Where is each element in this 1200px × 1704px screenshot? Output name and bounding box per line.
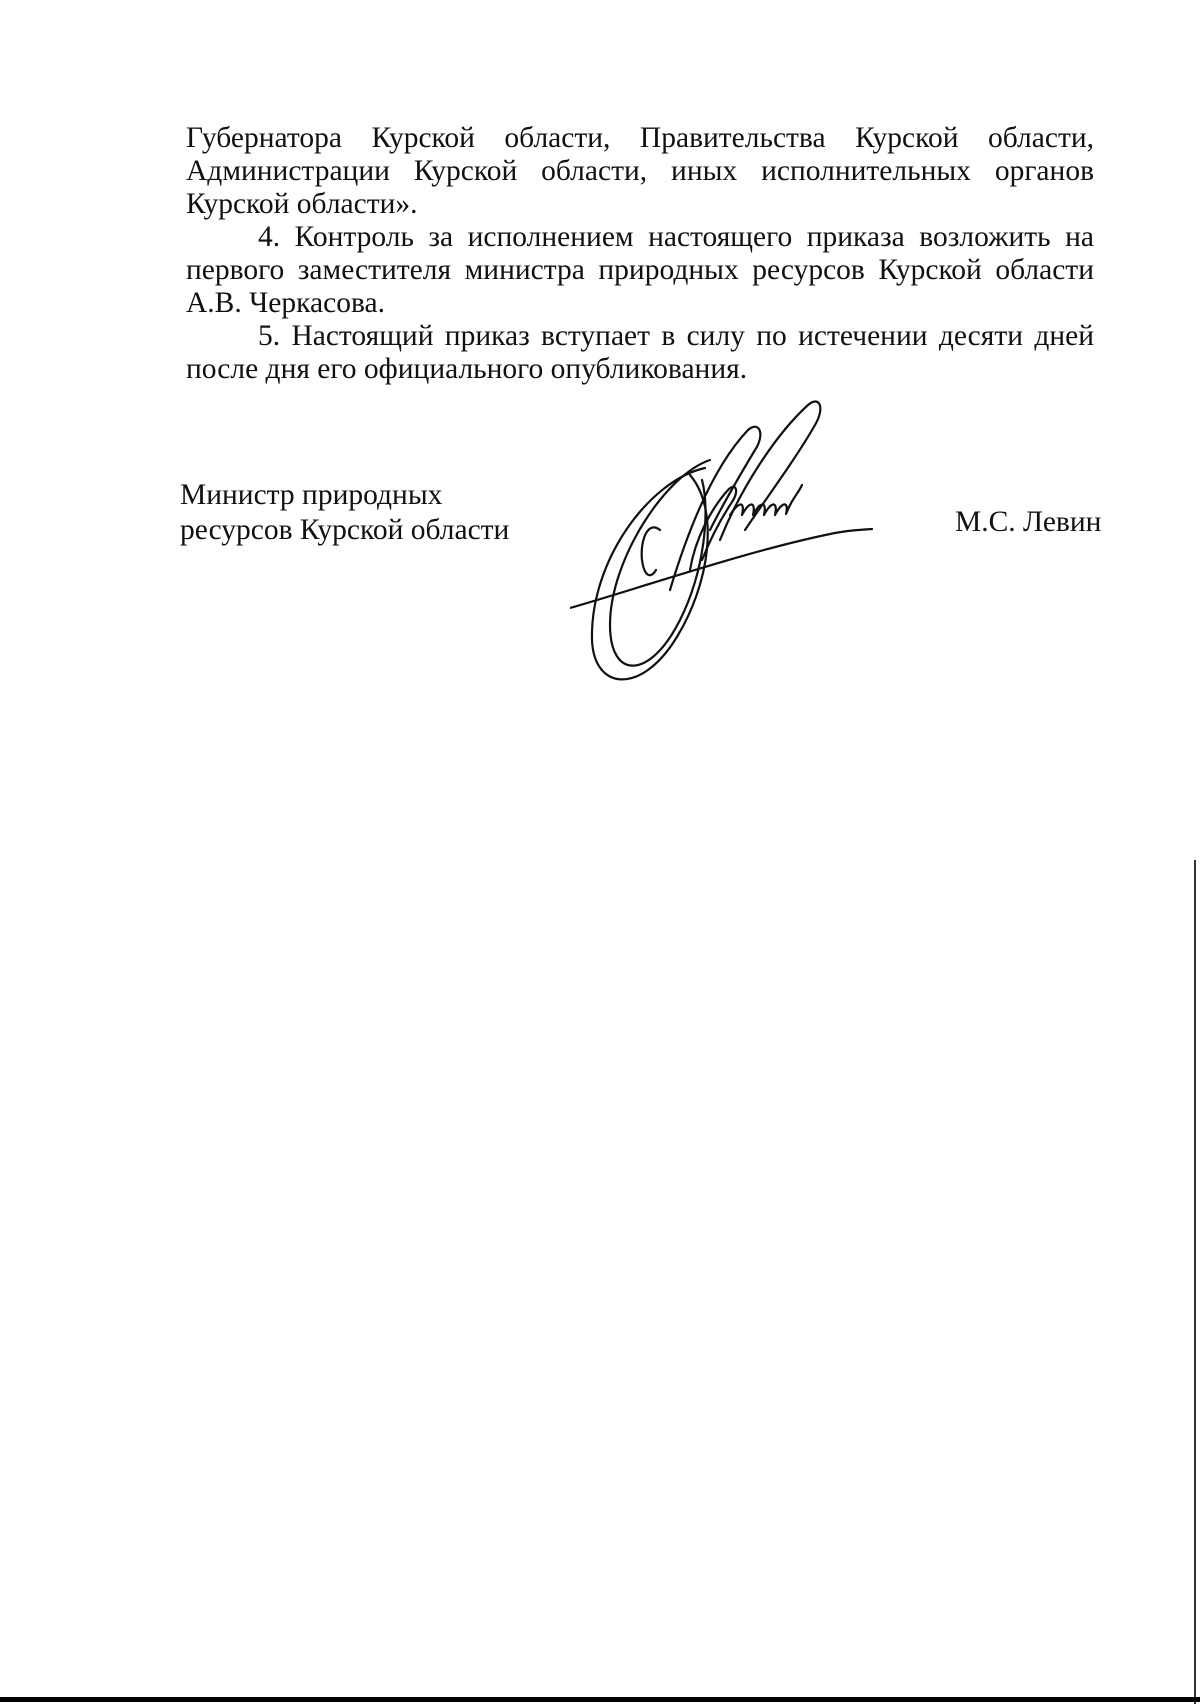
position-line-1: Министр природных <box>180 479 443 511</box>
scan-edge-right <box>1194 860 1196 1704</box>
scan-edge-bottom <box>0 1697 1200 1702</box>
document-body <box>186 122 1094 386</box>
position-line-2: ресурсов Курской области <box>180 514 510 546</box>
paragraph-item-4: 4. Контроль за исполнением настоящего приказа возложить на первого заместителя министра природных ресурсов Курской области А.В. Черкасова. <box>186 221 1094 319</box>
paragraph-item-5: 5. Настоящий приказ вступает в силу по истечении десяти дней после дня его официального опубликования. <box>186 320 1094 385</box>
signatory-name: М.С. Левин <box>955 506 1102 538</box>
signatory-position <box>180 478 509 548</box>
paragraph-continuation: Губернатора Курской области, Правительства Курской области, Администрации Курской области, иных исполнительных органов Курской области». <box>186 122 1094 220</box>
handwritten-signature-icon <box>570 390 920 710</box>
